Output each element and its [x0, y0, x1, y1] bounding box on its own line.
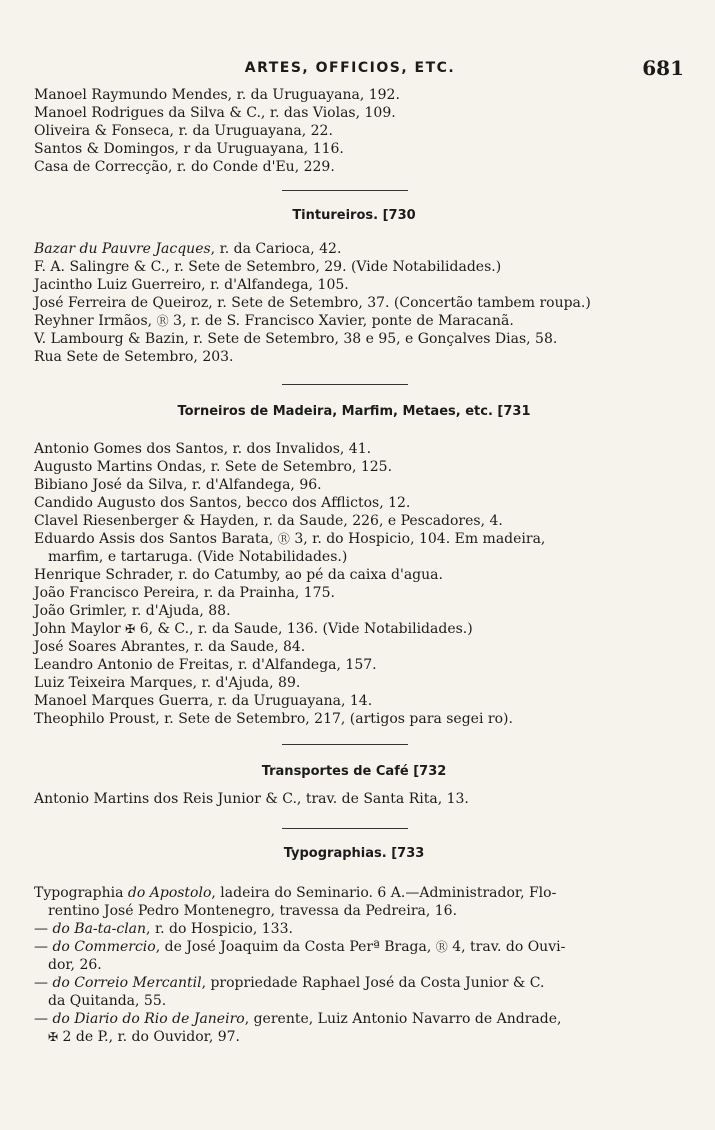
list-item: Leandro Antonio de Freitas, r. d'Alfandega, 157.	[34, 657, 377, 673]
list-item: Theophilo Proust, r. Sete de Setembro, 217, (artigos para segei ro).	[34, 711, 513, 727]
entry-name-italic: do Ba-ta-clan	[52, 921, 147, 937]
section-divider	[282, 190, 408, 191]
entry-post: 2 de P., r. do Ouvidor, 97.	[62, 1029, 240, 1045]
entry-mid: ª Braga,	[373, 939, 432, 955]
section-divider	[282, 384, 408, 385]
list-item: Manoel Rodrigues da Silva & C., r. das Violas, 109.	[34, 105, 396, 121]
entry-rest: , ladeira do Seminario. 6 A.—Administrador, Flo-	[211, 885, 557, 901]
list-item: Rua Sete de Setembro, 203.	[34, 349, 234, 365]
entry-pre: —	[34, 939, 53, 955]
list-item	[34, 1010, 674, 1028]
entry-rest: , propriedade Raphael José da Costa Junior & C.	[201, 975, 545, 991]
list-item	[34, 240, 674, 258]
page-number: 681	[642, 56, 684, 80]
section-divider	[282, 828, 408, 829]
list-item	[34, 974, 674, 992]
list-item-continuation: da Quitanda, 55.	[48, 993, 167, 1009]
list-item: Antonio Gomes dos Santos, r. dos Invalidos, 41.	[34, 441, 372, 457]
list-item: Augusto Martins Ondas, r. Sete de Setembro, 125.	[34, 459, 393, 475]
list-item	[34, 530, 674, 548]
entry-name-italic: do Correio Mercantil	[52, 975, 202, 991]
entry-post: 4, trav. do Ouvi-	[452, 939, 566, 955]
running-title: ARTES, OFFICIOS, ETC.	[244, 60, 456, 76]
list-item: João Francisco Pereira, r. da Prainha, 175.	[34, 585, 335, 601]
list-item-continuation: marfim, e tartaruga. (Vide Notabilidades.)	[48, 549, 348, 565]
entry-pre: Typographia	[34, 885, 128, 901]
entry-name-italic: do Apostolo	[127, 885, 212, 901]
registered-mark-icon: Ⓡ	[435, 940, 448, 954]
list-item: Jacintho Luiz Guerreiro, r. d'Alfandega, 105.	[34, 277, 349, 293]
entry-name-italic: do Diario do Rio de Janeiro	[52, 1011, 245, 1027]
cross-icon: ✠	[48, 1030, 59, 1044]
list-item: V. Lambourg & Bazin, r. Sete de Setembro, 38 e 95, e Gonçalves Dias, 58.	[34, 331, 558, 347]
registered-mark-icon: Ⓡ	[277, 532, 290, 546]
list-item-continuation: rentino José Pedro Montenegro, travessa da Pedreira, 16.	[48, 903, 458, 919]
list-item	[34, 312, 674, 330]
entry-pre: —	[34, 1011, 53, 1027]
entry-pre: —	[34, 975, 53, 991]
list-item	[34, 920, 674, 938]
entry-rest: , r. do Hospicio, 133.	[146, 921, 293, 937]
list-item	[34, 620, 674, 638]
cross-icon: ✠	[125, 622, 136, 636]
entry-pre: Eduardo Assis dos Santos Barata,	[34, 531, 274, 547]
list-item: José Soares Abrantes, r. da Saude, 84.	[34, 639, 306, 655]
list-item	[34, 884, 674, 902]
list-item: Oliveira & Fonseca, r. da Uruguayana, 22.	[34, 123, 333, 139]
section-heading-transportes: Transportes de Café [732	[261, 764, 447, 779]
entry-pre: Reyhner Irmãos,	[34, 313, 153, 329]
section-divider	[282, 744, 408, 745]
entry-rest: , gerente, Luiz Antonio Navarro de Andrade,	[244, 1011, 562, 1027]
list-item-continuation: dor, 26.	[48, 957, 102, 973]
entry-pre: —	[34, 921, 53, 937]
list-item: Henrique Schrader, r. do Catumby, ao pé da caixa d'agua.	[34, 567, 443, 583]
list-item: José Ferreira de Queiroz, r. Sete de Setembro, 37. (Concertão tambem roupa.)	[34, 295, 591, 311]
entry-post: 6, & C., r. da Saude, 136. (Vide Notabilidades.)	[139, 621, 473, 637]
list-item: Clavel Riesenberger & Hayden, r. da Saude, 226, e Pescadores, 4.	[34, 513, 503, 529]
list-item: Bibiano José da Silva, r. d'Alfandega, 96.	[34, 477, 322, 493]
entry-pre: John Maylor	[34, 621, 121, 637]
list-item	[34, 938, 674, 956]
list-item: Manoel Raymundo Mendes, r. da Uruguayana, 192.	[34, 87, 400, 103]
entry-rest: , r. da Carioca, 42.	[210, 241, 342, 257]
entry-name-italic: do Commercio	[52, 939, 156, 955]
list-item: João Grimler, r. d'Ajuda, 88.	[34, 603, 231, 619]
entry-name-italic: Bazar du Pauvre Jacques	[34, 241, 211, 257]
list-item-continuation	[48, 1028, 688, 1046]
list-item: Luiz Teixeira Marques, r. d'Ajuda, 89.	[34, 675, 301, 691]
list-item: F. A. Salingre & C., r. Sete de Setembro, 29. (Vide Notabilidades.)	[34, 259, 502, 275]
list-item: Candido Augusto dos Santos, becco dos Afflictos, 12.	[34, 495, 411, 511]
list-item: Santos & Domingos, r da Uruguayana, 116.	[34, 141, 344, 157]
list-item: Antonio Martins dos Reis Junior & C., trav. de Santa Rita, 13.	[34, 791, 469, 807]
section-heading-typographias: Typographias. [733	[283, 846, 425, 861]
section-heading-tintureiros: Tintureiros. [730	[292, 208, 416, 223]
entry-rest: , de José Joaquim da Costa Per	[155, 939, 374, 955]
registered-mark-icon: Ⓡ	[156, 314, 169, 328]
section-heading-torneiros: Torneiros de Madeira, Marfim, Metaes, etc. [731	[177, 404, 531, 419]
list-item: Manoel Marques Guerra, r. da Uruguayana, 14.	[34, 693, 373, 709]
list-item: Casa de Correcção, r. do Conde d'Eu, 229.	[34, 159, 335, 175]
entry-post: 3, r. do Hospicio, 104. Em madeira,	[294, 531, 546, 547]
running-head	[30, 56, 684, 82]
entry-post: 3, r. de S. Francisco Xavier, ponte de Maracanã.	[173, 313, 514, 329]
